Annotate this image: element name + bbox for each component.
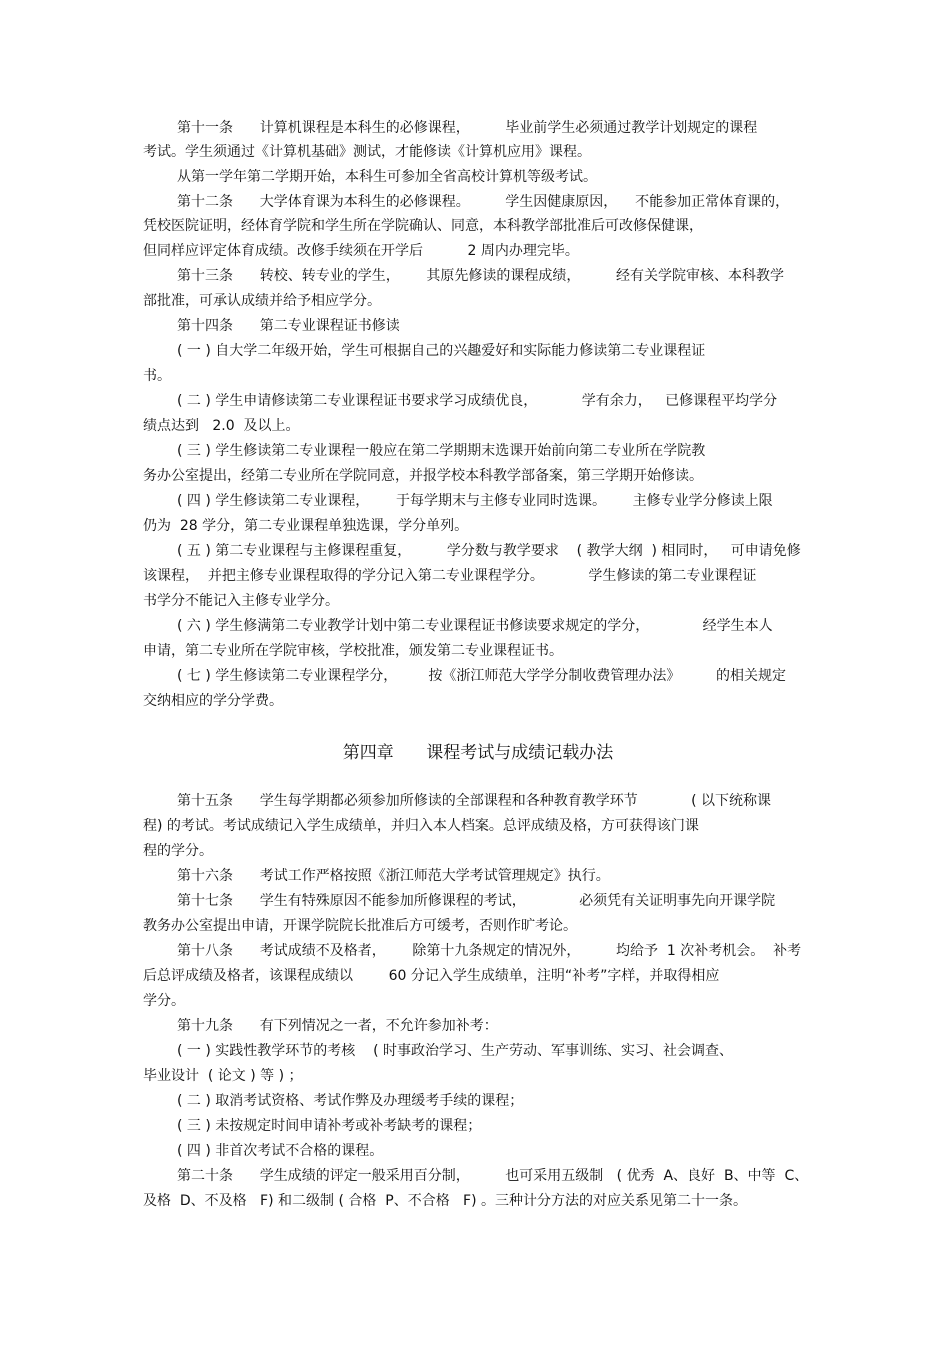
para-line: 凭校医院证明，经体育学院和学生所在学院确认、同意，本科教学部批准后可改修保健课， — [143, 218, 703, 234]
para-line: 程) 的考试。考试成绩记入学生成绩单，并归入本人档案。总评成绩及格，方可获得该门课 — [143, 818, 699, 834]
para-line: 第十六条 考试工作严格按照《浙江师范大学考试管理规定》执行。 — [177, 868, 610, 884]
para-line: 第十一条 计算机课程是本科生的必修课程， 毕业前学生必须通过教学计划规定的课程 — [177, 120, 758, 136]
para-line: 第十二条 大学体育课为本科生的必修课程。 学生因健康原因， 不能参加正常体育课的， — [177, 194, 790, 210]
para-line: ( 四 ) 非首次考试不合格的课程。 — [177, 1143, 384, 1159]
para-line: 后总评成绩及格者，该课程成绩以 60 分记入学生成绩单，注明“补考”字样，并取得相应 — [143, 968, 720, 984]
para-line: ( 二 ) 学生申请修读第二专业课程证书要求学习成绩优良， 学有余力， 已修课程平均学分 — [177, 393, 778, 409]
para-line: 绩点达到 2.0 及以上。 — [143, 418, 300, 434]
para-line: 第十三条 转校、转专业的学生， 其原先修读的课程成绩， 经有关学院审核、本科教学 — [177, 268, 785, 284]
para-line: 但同样应评定体育成绩。改修手续须在开学后 2 周内办理完毕。 — [143, 243, 579, 259]
para-line: ( 七 ) 学生修读第二专业课程学分， 按《浙江师范大学学分制收费管理办法》 的相关规定 — [177, 668, 787, 684]
para-line: 第十七条 学生有特殊原因不能参加所修课程的考试， 必须凭有关证明事先向开课学院 — [177, 893, 776, 909]
para-line: 交纳相应的学分学费。 — [143, 693, 283, 709]
para-line: 学分。 — [143, 993, 185, 1009]
para-line: 教务办公室提出申请，开课学院院长批准后方可缓考，否则作旷考论。 — [143, 918, 577, 934]
para-line: 申请，第二专业所在学院审核，学校批准，颁发第二专业课程证书。 — [143, 643, 563, 659]
para-line: ( 四 ) 学生修读第二专业课程， 于每学期末与主修专业同时选课。 主修专业学分修读上限 — [177, 493, 773, 509]
para-line: 第十四条 第二专业课程证书修读 — [177, 318, 400, 334]
para-line: ( 二 ) 取消考试资格、考试作弊及办理缓考手续的课程； — [177, 1093, 524, 1109]
para-line: 及格 D、不及格 F) 和二级制 ( 合格 P、不合格 F) 。三种计分方法的对应关系见第二十一条。 — [143, 1193, 748, 1209]
para-line: ( 一 ) 自大学二年级开始，学生可根据自己的兴趣爱好和实际能力修读第二专业课程证 — [177, 343, 706, 359]
para-line: 务办公室提出，经第二专业所在学院同意，并报学校本科教学部备案，第三学期开始修读。 — [143, 468, 703, 484]
para-line: ( 三 ) 学生修读第二专业课程一般应在第二学期期末选课开始前向第二专业所在学院教 — [177, 443, 706, 459]
para-line: 书学分不能记入主修专业学分。 — [143, 593, 339, 609]
para-line: ( 五 ) 第二专业课程与主修课程重复， 学分数与教学要求 ( 教学大纲 ) 相同时， 可申请免修 — [177, 543, 801, 559]
chapter-heading: 第四章 课程考试与成绩记载办法 — [342, 743, 614, 763]
para-line: 第十八条 考试成绩不及格者， 除第十九条规定的情况外， 均给予 1 次补考机会。 补考 — [177, 943, 802, 959]
para-line: ( 六 ) 学生修满第二专业教学计划中第二专业课程证书修读要求规定的学分， 经学生本人 — [177, 618, 773, 634]
para-line: ( 一 ) 实践性教学环节的考核 ( 时事政治学习、生产劳动、军事训练、实习、社会调查、 — [177, 1043, 733, 1059]
para-line: 第十五条 学生每学期都必须参加所修读的全部课程和各种教育教学环节 ( 以下统称课 — [177, 793, 772, 809]
para-line: 从第一学年第二学期开始，本科生可参加全省高校计算机等级考试。 — [177, 169, 597, 185]
para-line: 第二十条 学生成绩的评定一般采用百分制， 也可采用五级制 ( 优秀 A、良好 B、中等 C、 — [177, 1168, 809, 1184]
para-line: 仍为 28 学分，第二专业课程单独选课，学分单列。 — [143, 518, 469, 534]
para-line: ( 三 ) 未按规定时间申请补考或补考缺考的课程； — [177, 1118, 482, 1134]
para-line: 该课程， 并把主修专业课程取得的学分记入第二专业课程学分。 学生修读的第二专业课程证 — [143, 568, 757, 584]
para-line: 考试。学生须通过《计算机基础》测试，才能修读《计算机应用》课程。 — [143, 144, 591, 160]
para-line: 毕业设计 ( 论文 ) 等 ) ； — [143, 1068, 303, 1084]
para-line: 程的学分。 — [143, 843, 213, 859]
para-line: 第十九条 有下列情况之一者，不允许参加补考： — [177, 1018, 498, 1034]
para-line: 部批准，可承认成绩并给予相应学分。 — [143, 293, 381, 309]
para-line: 书。 — [143, 368, 171, 384]
